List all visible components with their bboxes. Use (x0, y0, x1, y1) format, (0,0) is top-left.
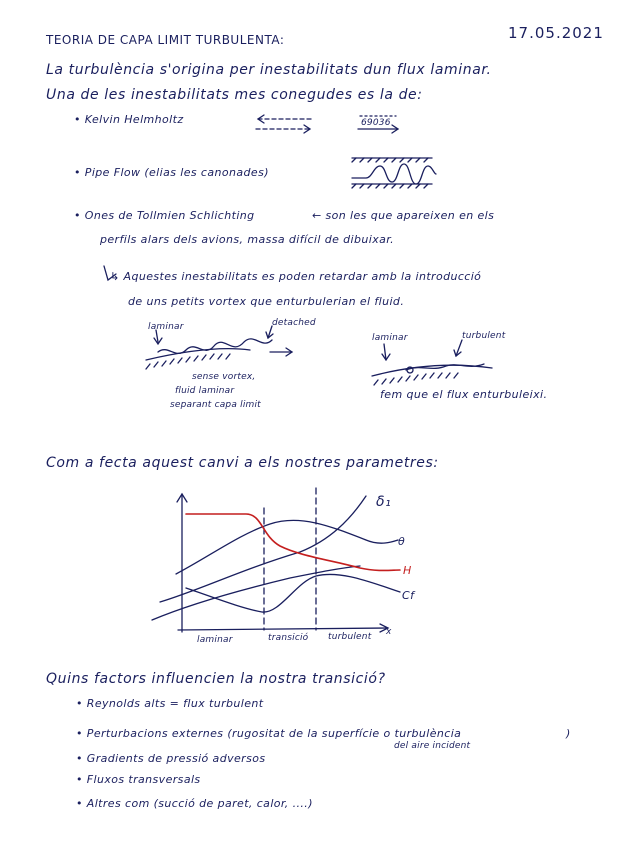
sketch-left-caption-2: fluid laminar (175, 386, 235, 396)
curve-label-cf: Cf (402, 589, 415, 602)
list-item-pipe-flow: • Pipe Flow (elias les canonades) (74, 166, 269, 179)
kelvin-sketch-label: 69036 (361, 118, 391, 128)
factor-item-2-cont: del aire incident (394, 741, 471, 751)
curve-label-theta: θ (398, 535, 406, 548)
sketch-right-caption: fem que el flux enturbuleixi. (380, 388, 548, 401)
factors-question: Quins factors influencien la nostra transició? (46, 671, 386, 687)
tollmien-note-cont: perfils alars dels avions, massa difícil de dibuixar. (100, 233, 395, 246)
sketch-right-turbulent-label: turbulent (462, 331, 506, 341)
sketch-left-caption-1: sense vortex, (192, 372, 256, 382)
sketch-left-detached-label: detached (272, 318, 316, 328)
pipe-flow-sketch (352, 158, 436, 188)
date: 17.05.2021 (508, 24, 604, 42)
factor-item-2-close: ) (566, 727, 571, 740)
intro-line-2: Una de les inestabilitats mes conegudes es la de: (46, 87, 423, 103)
curve-label-h: H (403, 564, 412, 577)
factor-item-3: • Gradients de pressió adversos (76, 752, 266, 765)
graph-curve-h (186, 514, 400, 571)
sketch-left-caption-3: separant capa limit (170, 400, 261, 410)
wing-sketch-right (372, 340, 492, 385)
remark-line-2: de uns petits vortex que enturbulerian el fluid. (128, 295, 405, 308)
list-item-tollmien: • Ones de Tollmien Schlichting (74, 209, 255, 222)
factor-item-1: • Reynolds alts = flux turbulent (76, 697, 264, 710)
region-label-laminar: laminar (197, 635, 233, 645)
list-item-kelvin-helmholtz: • Kelvin Helmholtz (74, 113, 184, 126)
region-label-turbulent: turbulent (328, 632, 372, 642)
region-label-transicio: transició (268, 633, 309, 643)
factor-item-2: • Perturbacions externes (rugositat de la superfície o turbulència (76, 727, 462, 740)
factor-item-5: • Altres com (succió de paret, calor, ....) (76, 797, 313, 810)
graph-intro: Com a fecta aquest canvi a els nostres parametres: (46, 455, 439, 471)
sketch-left-laminar-label: laminar (148, 322, 184, 332)
intro-line-1: La turbulència s'origina per inestabilitats dun flux laminar. (46, 62, 492, 78)
sketch-right-laminar-label: laminar (372, 333, 408, 343)
kelvin-helmholtz-sketch (256, 115, 398, 133)
x-axis-symbol: x (386, 627, 392, 637)
wing-sketch-left (146, 326, 292, 369)
curve-label-delta: δ₁ (376, 494, 392, 510)
page-title: TEORIA DE CAPA LIMIT TURBULENTA: (46, 33, 285, 47)
tollmien-note: ← son les que apareixen en els (312, 209, 495, 222)
factor-item-4: • Fluxos transversals (76, 773, 201, 786)
remark-line-1: ↳ Aquestes inestabilitats es poden retardar amb la introducció (110, 270, 482, 283)
